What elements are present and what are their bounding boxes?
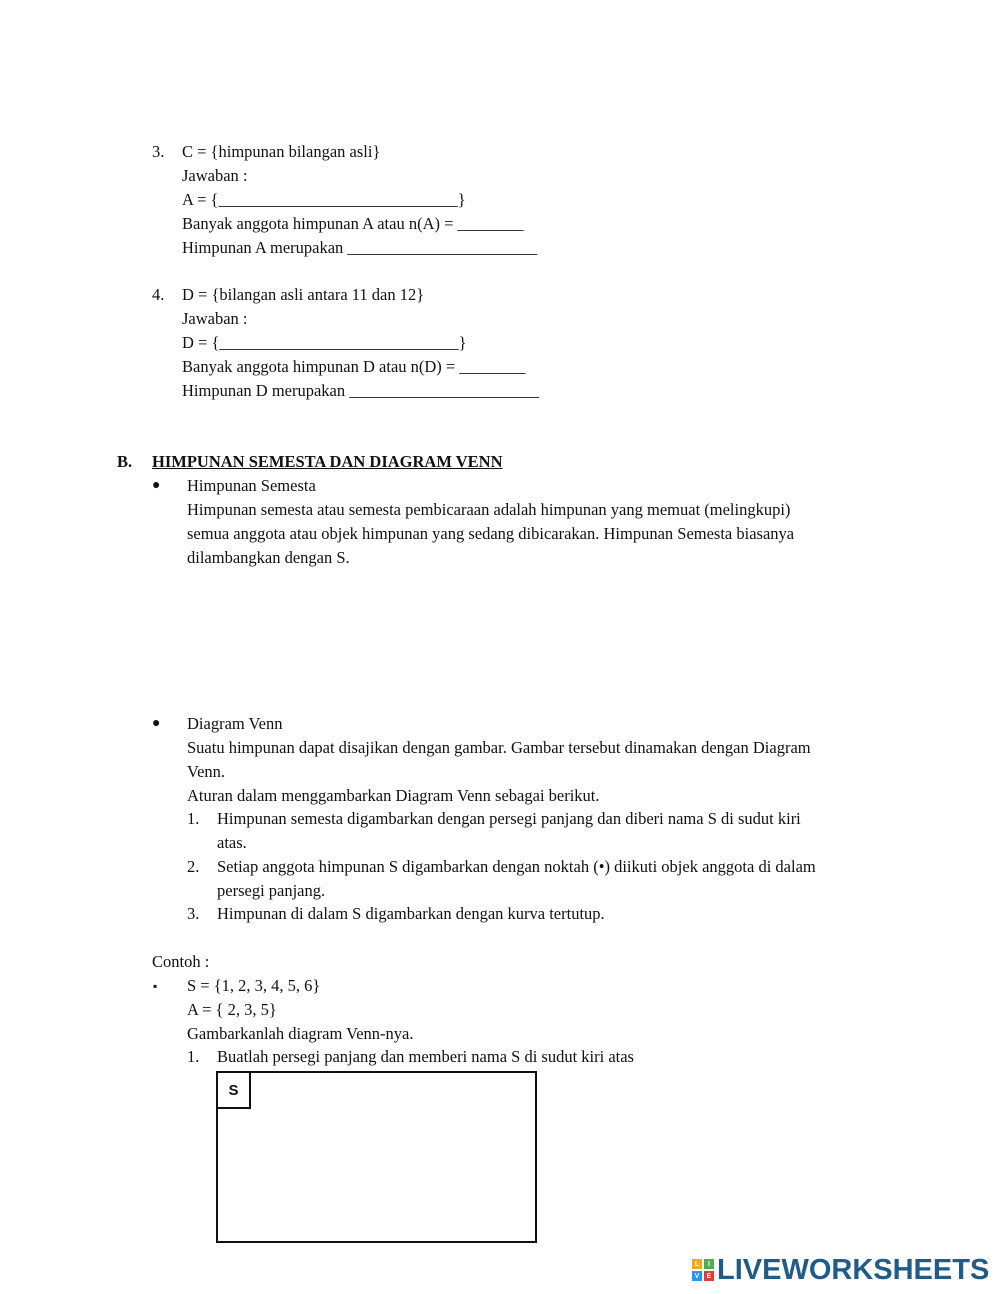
example-step-number: 1. xyxy=(187,1047,200,1066)
venn-line-2: Venn. xyxy=(187,762,226,781)
rule-2-number: 2. xyxy=(187,857,200,876)
item3-set-line: A = {_____________________________} xyxy=(182,190,466,209)
venn-line-3: Aturan dalam menggambarkan Diagram Venn sebagai berikut. xyxy=(187,786,600,805)
item3-number: 3. xyxy=(152,142,165,161)
item4-answer-label: Jawaban : xyxy=(182,309,248,328)
item3-count-line: Banyak anggota himpunan A atau n(A) = ________ xyxy=(182,214,524,233)
semesta-bullet: ● xyxy=(152,478,161,493)
logo-square-l: L xyxy=(692,1259,702,1269)
item3-type-line: Himpunan A merupakan _______________________ xyxy=(182,238,538,257)
venn-title: Diagram Venn xyxy=(187,714,283,733)
rule-3-number: 3. xyxy=(187,904,200,923)
rule-3-line-1: Himpunan di dalam S digambarkan dengan kurva tertutup. xyxy=(217,904,605,923)
logo-squares-icon xyxy=(692,1259,714,1281)
section-b-letter: B. xyxy=(117,452,133,471)
example-step-text: Buatlah persegi panjang dan memberi nama S di sudut kiri atas xyxy=(217,1047,634,1066)
example-s-line: S = {1, 2, 3, 4, 5, 6} xyxy=(187,976,321,995)
item4-number: 4. xyxy=(152,285,165,304)
rule-1-number: 1. xyxy=(187,809,200,828)
venn-line-1: Suatu himpunan dapat disajikan dengan gambar. Gambar tersebut dinamakan dengan Diagram xyxy=(187,738,811,757)
logo-brand-text: LIVEWORKSHEETS xyxy=(717,1253,990,1286)
section-b-heading: HIMPUNAN SEMESTA DAN DIAGRAM VENN xyxy=(152,452,503,471)
item4-count-line: Banyak anggota himpunan D atau n(D) = ________ xyxy=(182,357,526,376)
item4-title: D = {bilangan asli antara 11 dan 12} xyxy=(182,285,425,304)
venn-universe-rectangle xyxy=(216,1071,537,1243)
rule-1-line-1: Himpunan semesta digambarkan dengan persegi panjang dan diberi nama S di sudut kiri xyxy=(217,809,801,828)
semesta-line-1: Himpunan semesta atau semesta pembicaraan adalah himpunan yang memuat (melingkupi) xyxy=(187,500,791,519)
semesta-line-3: dilambangkan dengan S. xyxy=(187,548,350,567)
semesta-title: Himpunan Semesta xyxy=(187,476,316,495)
venn-s-label: S xyxy=(218,1073,251,1109)
liveworksheets-logo xyxy=(692,1254,989,1286)
example-instruction: Gambarkanlah diagram Venn-nya. xyxy=(187,1024,414,1043)
logo-square-v: V xyxy=(692,1271,702,1281)
example-bullet: ▪ xyxy=(153,979,158,993)
item4-type-line: Himpunan D merupakan _______________________ xyxy=(182,381,539,400)
example-label: Contoh : xyxy=(152,952,210,971)
item4-set-line: D = {_____________________________} xyxy=(182,333,467,352)
example-a-line: A = { 2, 3, 5} xyxy=(187,1000,277,1019)
rule-2-line-2: persegi panjang. xyxy=(217,881,326,900)
logo-square-e: E xyxy=(704,1271,714,1281)
rule-2-line-1: Setiap anggota himpunan S digambarkan dengan noktah (•) diikuti objek anggota di dalam xyxy=(217,857,816,876)
rule-1-line-2: atas. xyxy=(217,833,247,852)
logo-square-i: I xyxy=(704,1259,714,1269)
semesta-line-2: semua anggota atau objek himpunan yang sedang dibicarakan. Himpunan Semesta biasanya xyxy=(187,524,795,543)
item3-answer-label: Jawaban : xyxy=(182,166,248,185)
venn-bullet: ● xyxy=(152,716,161,731)
item3-title: C = {himpunan bilangan asli} xyxy=(182,142,381,161)
